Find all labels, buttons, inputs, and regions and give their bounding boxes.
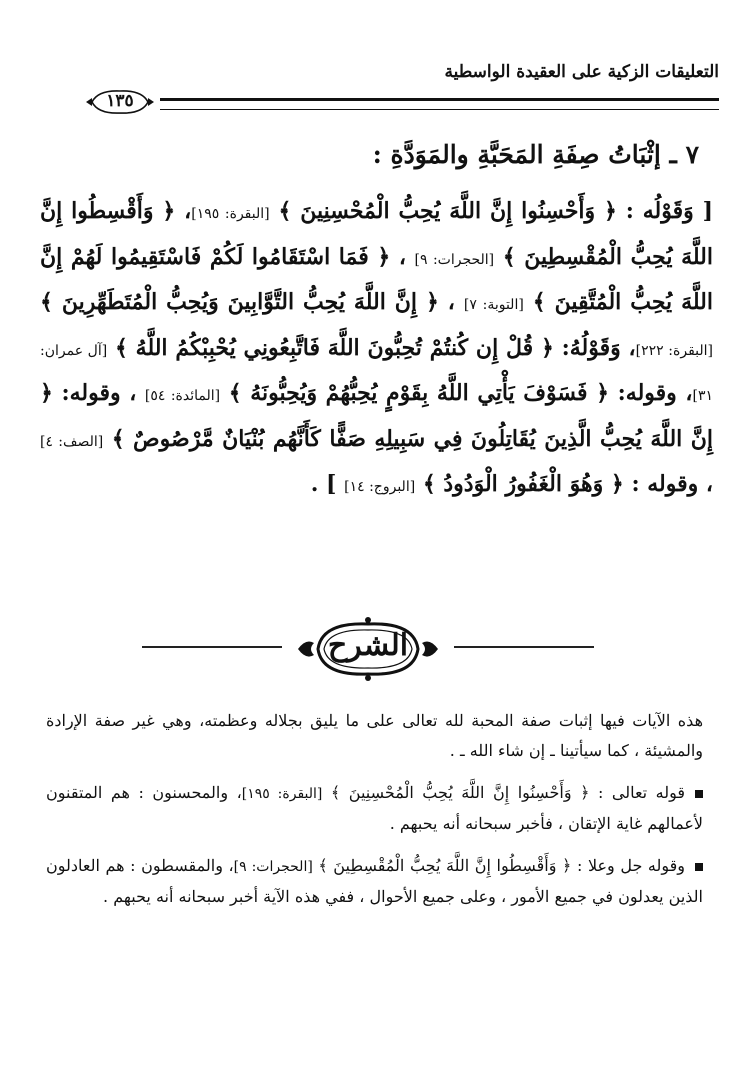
matn-segment: ، وقوله: ﴿ إِنَّ اللَّهَ يُحِبُّ الَّذِينَ يُقَاتِلُونَ فِي سَبِيلِهِ صَفًّا كَأَنَّهُم بُنْيَانٌ مَّرْصُوصٌ ﴾ bbox=[40, 380, 713, 452]
divider-right bbox=[454, 646, 594, 648]
section-title: ٧ ـ إثْبَاتُ صِفَةِ المَحَبَّةِ والمَوَدَّةِ : bbox=[372, 140, 699, 169]
commentary-intro: هذه الآيات فيها إثبات صفة المحبة لله تعالى على ما يليق بجلاله وعظمته، وهي غير صفة الإرادة والمشيئة ، كما سيأتينا ـ إن شاء الله ـ . bbox=[46, 711, 703, 760]
running-header-title: التعليقات الزكية على العقيدة الواسطية bbox=[444, 62, 719, 82]
verse-quote: ﴿ وَأَحْسِنُوا إِنَّ اللَّهَ يُحِبُّ الْمُحْسِنِينَ ﴾ bbox=[322, 783, 590, 802]
verse-reference: [البقرة: ١٩٥] bbox=[191, 206, 270, 222]
matn-segment: ] . bbox=[310, 471, 345, 497]
sharh-label: الشرح bbox=[327, 628, 409, 663]
matn-segment: ، وقوله: ﴿ فَسَوْفَ يَأْتِي اللَّهُ بِقَوْمٍ يُحِبُّهُمْ وَيُحِبُّونَهُ ﴾ bbox=[220, 380, 693, 406]
matn-segment: ، وقوله : ﴿ وَهُوَ الْغَفُورُ الْوَدُودُ ﴾ bbox=[415, 471, 713, 497]
verse-quote: ﴿ وَأَقْسِطُوا إِنَّ اللَّهَ يُحِبُّ الْمُقْسِطِينَ ﴾ bbox=[312, 856, 572, 875]
divider-left bbox=[142, 646, 282, 648]
matn-segment: ، وَقَوْلُهُ: ﴿ قُلْ إِن كُنتُمْ تُحِبُّونَ اللَّهَ فَاتَّبِعُونِي يُحْبِبْكُمُ اللَّهُ ﴾ bbox=[107, 334, 636, 361]
verse-reference: [الصف: ٤] bbox=[40, 433, 104, 450]
sharh-emblem bbox=[288, 612, 448, 686]
point-text: ، والمحسنون : هم المتقنون لأعمالهم غاية الإتقان ، فأخبر سبحانه أنه يحبهم . bbox=[46, 783, 703, 833]
point-text: ، والمقسطون : هم العادلون الذين يعدلون في جميع الأمور ، وعلى جميع الأحوال ، ففي هذه الآية أخبر سبحانه أنه يحبهم . bbox=[46, 856, 703, 906]
verse-reference: [الحجرات: ٩] bbox=[233, 859, 313, 875]
verse-reference: [آل عمران: ٣١] bbox=[40, 342, 713, 404]
matn-segment: ، ﴿ وَأَقْسِطُوا إِنَّ اللَّهَ يُحِبُّ الْمُقْسِطِينَ ﴾ bbox=[40, 198, 713, 270]
commentary-point bbox=[46, 778, 703, 839]
commentary bbox=[46, 706, 703, 924]
verse-reference: [الحجرات: ٩] bbox=[414, 251, 495, 268]
bullet-icon bbox=[695, 863, 703, 871]
bullet-icon bbox=[695, 790, 703, 798]
matn-segment: ، ﴿ فَمَا اسْتَقَامُوا لَكُمْ فَاسْتَقِيمُوا لَهُمْ إِنَّ اللَّهَ يُحِبُّ الْمُتَّقِينَ ﴾ bbox=[40, 243, 713, 315]
header-rule bbox=[160, 98, 719, 110]
verse-reference: [المائدة: ٥٤] bbox=[144, 388, 221, 404]
matn-segment: ، ﴿ إِنَّ اللَّهَ يُحِبُّ التَّوَّابِينَ وَيُحِبُّ الْمُتَطَهِّرِينَ ﴾ bbox=[40, 289, 464, 315]
commentary-point bbox=[46, 851, 703, 912]
verse-reference: [البقرة: ١٩٥] bbox=[241, 786, 323, 802]
matn-text bbox=[40, 190, 713, 509]
verse-reference: [البقرة: ٢٢٢] bbox=[635, 342, 713, 359]
point-lead: وقوله جل وعلا : bbox=[571, 856, 686, 875]
page-number-badge bbox=[84, 88, 156, 116]
verse-reference: [البروج: ١٤] bbox=[344, 479, 416, 495]
page-number: ١٣٥ bbox=[106, 91, 134, 111]
verse-reference: [التوبة: ٧] bbox=[463, 297, 524, 313]
point-lead: قوله تعالى : bbox=[589, 783, 685, 802]
matn-segment: [ وَقَوْلُه : bbox=[616, 198, 714, 224]
matn-segment: ﴿ وَأَحْسِنُوا إِنَّ اللَّهَ يُحِبُّ الْمُحْسِنِينَ ﴾ bbox=[269, 198, 617, 224]
